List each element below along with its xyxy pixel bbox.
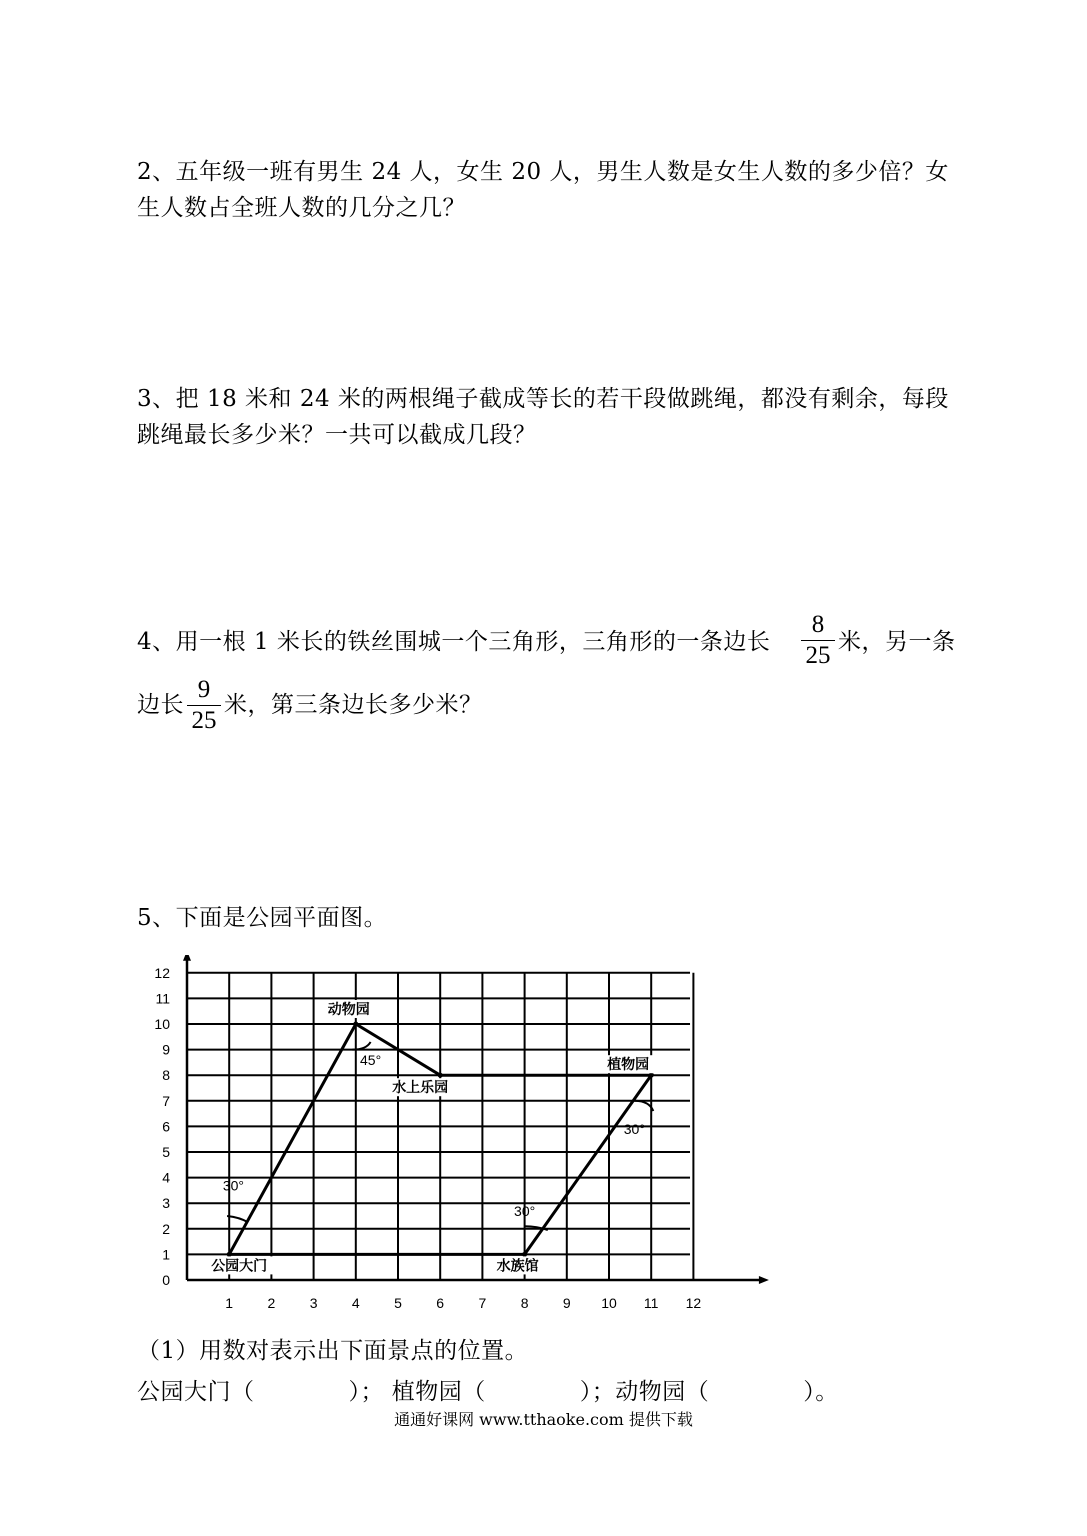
q5-sub-question-1: （1）用数对表示出下面景点的位置。 <box>137 1338 529 1364</box>
x-tick-label: 9 <box>562 1295 571 1311</box>
x-tick-label: 6 <box>436 1295 445 1311</box>
y-tick-label: 12 <box>154 964 170 981</box>
y-tick-label: 5 <box>162 1144 170 1160</box>
x-tick-label: 8 <box>520 1295 529 1311</box>
route-point <box>438 1073 443 1078</box>
x-tick-label: 2 <box>267 1295 276 1311</box>
y-axis-arrow <box>183 955 191 961</box>
y-tick-label: 4 <box>162 1169 170 1186</box>
q2-line-2: 生人数占全班人数的几分之几？ <box>137 195 466 221</box>
fraction-denominator: 25 <box>191 707 217 734</box>
angle-arc <box>227 1216 248 1222</box>
x-tick-label: 5 <box>394 1295 402 1311</box>
angle-label: 30° <box>623 1121 645 1138</box>
x-tick-label: 3 <box>309 1295 318 1311</box>
angle-label: 30° <box>222 1177 245 1194</box>
place-label: 水族馆 <box>496 1258 539 1275</box>
place-label: 动物园 <box>327 1002 370 1018</box>
fraction-numerator: 8 <box>811 611 825 638</box>
fraction-8-25 <box>801 612 835 669</box>
q5-title: 5、下面是公园平面图。 <box>137 905 388 931</box>
q4-line-1-text: 4、用一根 1 米长的铁丝围城一个三角形，三角形的一条边长 <box>137 629 771 655</box>
route-point <box>353 1022 358 1027</box>
fraction-denominator: 25 <box>805 642 831 669</box>
q2-line-1: 2、五年级一班有男生 24 人，女生 20 人，男生人数是女生人数的多少倍？女 <box>137 159 949 185</box>
place-label: 水上乐园 <box>392 1080 449 1097</box>
q4-line-1-tail: 米，另一条 <box>838 629 956 655</box>
x-axis-arrow <box>759 1276 769 1284</box>
route-point <box>227 1252 232 1257</box>
angle-label: 45° <box>360 1051 382 1068</box>
q4-line-2-text: 边长 <box>137 692 184 718</box>
y-tick-label: 1 <box>162 1246 170 1263</box>
q5-answer-line: 公园大门（ ）； 植物园（ ）；动物园（ ）。 <box>137 1379 839 1405</box>
route-point <box>522 1252 527 1257</box>
x-tick-label: 10 <box>601 1295 617 1311</box>
fraction-bar <box>187 705 221 706</box>
y-tick-label: 2 <box>162 1220 170 1237</box>
footer-credit: 通通好课网 www.tthaoke.com 提供下载 <box>394 1410 693 1429</box>
y-tick-label: 7 <box>162 1092 170 1109</box>
y-tick-label: 11 <box>155 990 170 1007</box>
x-tick-label: 12 <box>685 1295 702 1311</box>
x-tick-label: 1 <box>225 1295 234 1311</box>
y-tick-label: 10 <box>154 1016 170 1032</box>
x-tick-label: 4 <box>351 1295 360 1311</box>
q3-line-2: 跳绳最长多少米？一共可以截成几段？ <box>137 422 537 448</box>
y-tick-label: 3 <box>162 1195 170 1212</box>
place-label: 植物园 <box>607 1057 650 1074</box>
q3-line-1: 3、把 18 米和 24 米的两根绳子截成等长的若干段做跳绳，都没有剩余，每段 <box>137 386 949 412</box>
y-tick-label: 8 <box>162 1067 170 1084</box>
y-tick-label: 6 <box>162 1118 170 1135</box>
x-tick-label: 11 <box>643 1295 659 1311</box>
y-tick-label: 9 <box>162 1041 170 1058</box>
q4-line-2-tail: 米，第三条边长多少米？ <box>224 692 483 718</box>
y-tick-label: 0 <box>162 1272 170 1288</box>
route-point <box>649 1073 654 1078</box>
place-label: 公园大门 <box>211 1258 268 1275</box>
fraction-numerator: 9 <box>197 676 211 703</box>
x-tick-label: 7 <box>478 1295 487 1311</box>
park-plan-grid <box>140 955 780 1320</box>
fraction-9-25 <box>187 677 221 734</box>
fraction-bar <box>801 640 835 641</box>
angle-label: 30° <box>514 1203 536 1219</box>
